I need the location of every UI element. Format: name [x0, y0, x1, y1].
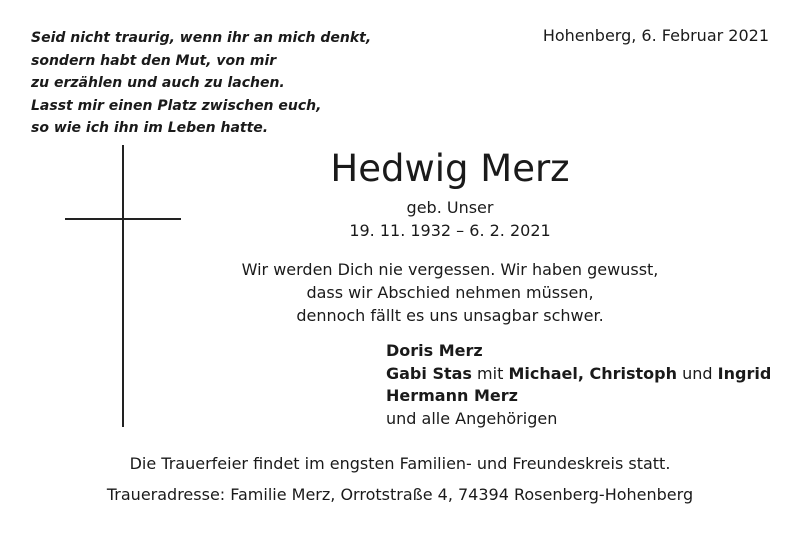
mourning-address: Traueradresse: Familie Merz, Orrotstraße 4, 74394 Rosenberg-Hohenberg: [106, 485, 694, 504]
cross-icon-horizontal-bar: [65, 218, 181, 220]
tribute-line: Wir werden Dich nie vergessen. Wir haben gewusst,: [241, 260, 659, 279]
tribute-text: [200, 258, 700, 327]
mourner-name: Doris Merz: [386, 341, 483, 360]
poem-line: Lasst mir einen Platz zwischen euch,: [31, 97, 322, 114]
mourner-name: Michael, Christoph: [508, 363, 678, 383]
mourners-list: [386, 340, 771, 430]
place-and-date: Hohenberg, 6. Februar 2021: [542, 26, 769, 45]
poem-line: so wie ich ihn im Leben hatte.: [31, 120, 269, 136]
connector-word: und: [682, 363, 713, 383]
cross-icon-vertical-bar: [122, 145, 124, 427]
mourner-name: Gabi Stas: [386, 363, 472, 383]
mourner-name: Hermann Merz: [386, 386, 518, 405]
tribute-line: dass wir Abschied nehmen müssen,: [306, 283, 594, 302]
tribute-line: dennoch fällt es uns unsagbar schwer.: [296, 306, 604, 325]
ceremony-notice: Die Trauerfeier findet im engsten Familien- und Freundeskreis statt.: [129, 454, 671, 473]
poem-line: sondern habt den Mut, von mir: [31, 52, 277, 69]
mourner-family-line: [386, 363, 771, 386]
relatives-line: und alle Angehörigen: [386, 408, 558, 428]
connector-word: mit: [477, 363, 504, 383]
poem-line: Seid nicht traurig, wenn ihr an mich denkt,: [31, 30, 372, 46]
memorial-poem: [31, 27, 371, 140]
mourner-name: Ingrid: [717, 363, 772, 383]
maiden-name: geb. Unser: [406, 198, 494, 217]
deceased-name: Hedwig Merz: [330, 147, 570, 190]
poem-line: zu erzählen und auch zu lachen.: [31, 75, 285, 91]
life-dates: 19. 11. 1932 – 6. 2. 2021: [349, 221, 551, 240]
